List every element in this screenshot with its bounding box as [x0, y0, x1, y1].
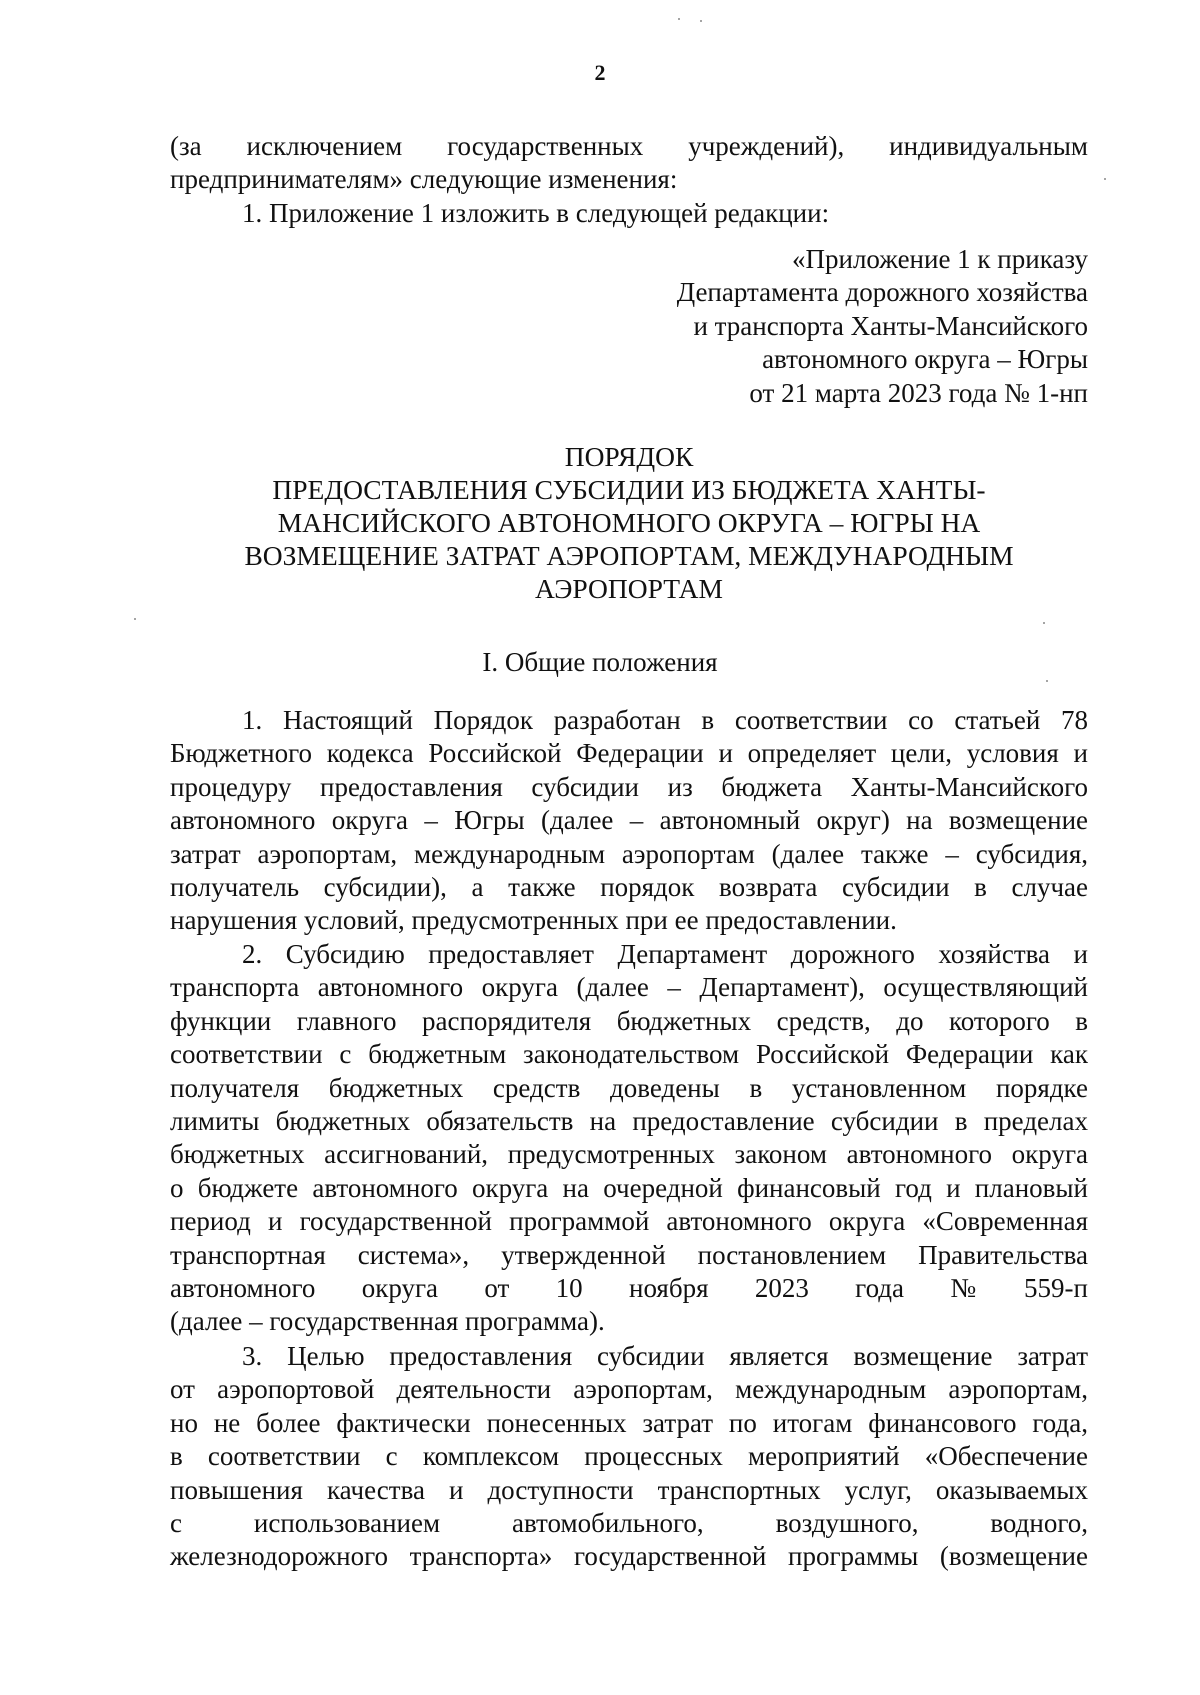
paragraph-line: 2. Субсидию предоставляет Департамент дорожного хозяйства и: [242, 939, 1088, 969]
paragraph-line: получатель субсидии), а также порядок возврата субсидии в случае: [170, 872, 1088, 903]
paragraph-line: 3. Целью предоставления субсидии является возмещение затрат: [242, 1341, 1088, 1371]
scan-speck: [1104, 178, 1106, 180]
scan-speck: [678, 18, 680, 20]
paragraph-2: [170, 938, 1088, 1339]
paragraph-line: Бюджетного кодекса Российской Федерации и определяет цели, условия и: [170, 738, 1088, 769]
title-line: ПОРЯДОК: [564, 441, 694, 472]
paragraph-line: нарушения условий, предусмотренных при ее предоставлении.: [170, 905, 897, 936]
paragraph-line: соответствии с бюджетным законодательством Российской Федерации как: [170, 1039, 1088, 1070]
scan-speck: [134, 618, 136, 620]
document-title: [170, 440, 1088, 605]
intro-line-1: (за исключением государственных учреждений), индивидуальным: [170, 131, 1088, 161]
title-line: АЭРОПОРТАМ: [535, 573, 723, 604]
paragraph-line: от аэропортовой деятельности аэропортам, международным аэропортам,: [170, 1374, 1088, 1405]
appendix-ref-line: от 21 марта 2023 года № 1-нп: [749, 377, 1088, 408]
paragraph-line: о бюджете автономного округа на очередной финансовый год и плановый: [170, 1172, 1088, 1203]
section-heading: I. Общие положения: [482, 647, 718, 677]
paragraph-line: затрат аэропортам, международным аэропортам (далее также – субсидия,: [170, 838, 1088, 869]
paragraph-line: функции главного распорядителя бюджетных средств, до которого в: [170, 1005, 1088, 1036]
title-line: МАНСИЙСКОГО АВТОНОМНОГО ОКРУГА – ЮГРЫ НА: [277, 507, 981, 538]
paragraph-line: транспорта автономного округа (далее – Департамент), осуществляющий: [170, 972, 1088, 1003]
appendix-ref-line: и транспорта Ханты-Мансийского: [693, 310, 1088, 341]
paragraph-line: автономного округа – Югры (далее – автономный округ) на возмещение: [170, 805, 1088, 836]
paragraph-line: период и государственной программой автономного округа «Современная: [170, 1206, 1088, 1237]
paragraph-line: бюджетных ассигнований, предусмотренных законом автономного округа: [170, 1139, 1088, 1170]
paragraph-line: с использованием автомобильного, воздушного, водного,: [170, 1508, 1088, 1539]
appendix-ref-line: «Приложение 1 к приказу: [792, 244, 1088, 274]
paragraph-line: но не более фактически понесенных затрат по итогам финансового года,: [170, 1407, 1088, 1438]
paragraph-line: повышения качества и доступности транспортных услуг, оказываемых: [170, 1474, 1088, 1505]
intro-line-3: 1. Приложение 1 изложить в следующей редакции:: [242, 197, 830, 228]
intro-text: [170, 130, 1088, 230]
scan-speck: [1046, 680, 1048, 682]
paragraph-3: [170, 1340, 1088, 1574]
paragraph-line: 1. Настоящий Порядок разработан в соответствии со статьей 78: [242, 705, 1088, 735]
paragraph-1: [170, 704, 1088, 938]
appendix-ref-line: автономного округа – Югры: [762, 344, 1088, 375]
appendix-ref-line: Департамента дорожного хозяйства: [676, 277, 1088, 308]
scan-speck: [1043, 622, 1045, 624]
paragraph-line: получателя бюджетных средств доведены в установленном порядке: [170, 1072, 1088, 1103]
paragraph-line: автономного округа от 10 ноября 2023 года № 559-п: [170, 1273, 1088, 1304]
intro-line-2: предпринимателям» следующие изменения:: [170, 164, 678, 195]
paragraph-line: процедуру предоставления субсидии из бюджета Ханты-Мансийского: [170, 771, 1088, 802]
title-line: ВОЗМЕЩЕНИЕ ЗАТРАТ АЭРОПОРТАМ, МЕЖДУНАРОДНЫМ: [244, 540, 1014, 571]
paragraph-line: (далее – государственная программа).: [170, 1306, 605, 1337]
paragraph-line: в соответствии с комплексом процессных мероприятий «Обеспечение: [170, 1441, 1088, 1472]
paragraph-line: лимиты бюджетных обязательств на предоставление субсидии в пределах: [170, 1106, 1088, 1137]
page-number: 2: [594, 60, 606, 85]
title-line: ПРЕДОСТАВЛЕНИЯ СУБСИДИИ ИЗ БЮДЖЕТА ХАНТЫ-: [272, 474, 986, 505]
paragraph-line: транспортная система», утвержденной постановлением Правительства: [170, 1239, 1088, 1270]
scan-speck: [700, 20, 702, 22]
paragraph-line: железнодорожного транспорта» государственной программы (возмещение: [170, 1541, 1088, 1572]
appendix-reference: [568, 243, 1088, 410]
